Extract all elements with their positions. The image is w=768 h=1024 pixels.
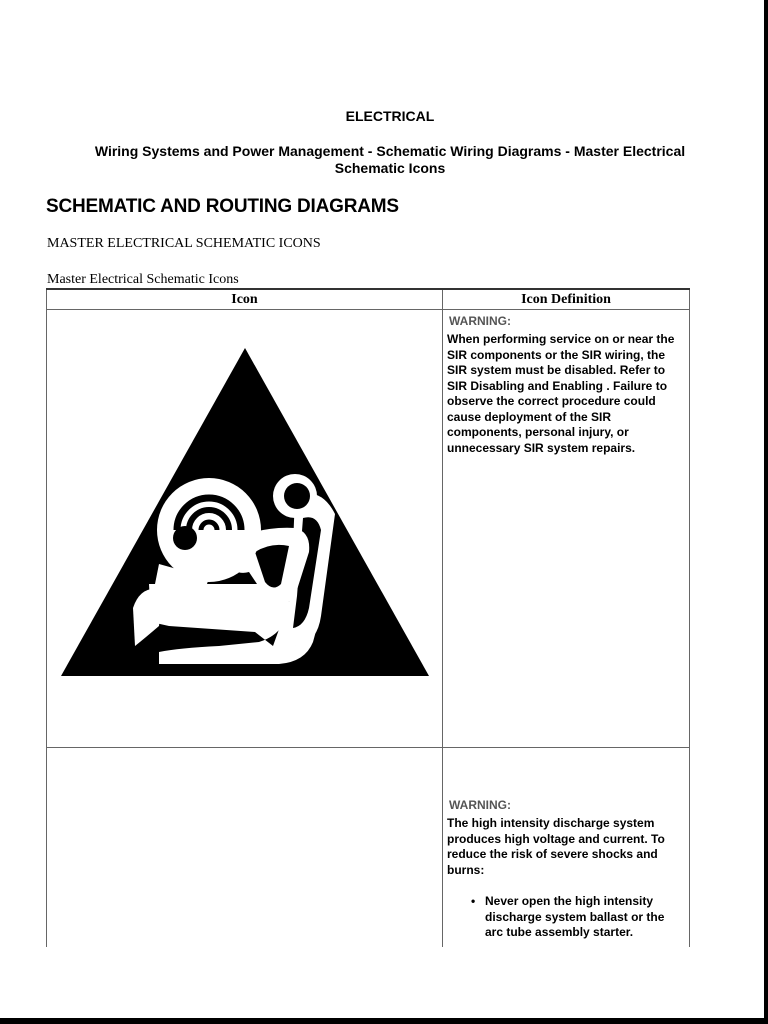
page-title: SCHEMATIC AND ROUTING DIAGRAMS — [46, 196, 399, 217]
icon-table — [46, 288, 690, 947]
list-item: • Never open the high intensity discharge system ballast or the arc tube assembly starter. — [485, 894, 685, 941]
breadcrumb: Wiring Systems and Power Management - Schematic Wiring Diagrams - Master Electrical Schematic Icons — [94, 143, 686, 176]
bullet-list — [447, 894, 685, 941]
table-title: Master Electrical Schematic Icons — [47, 272, 239, 287]
warning-label: WARNING: — [449, 314, 511, 328]
column-header-definition: Icon Definition — [443, 289, 690, 310]
definition-text: The high intensity discharge system produces high voltage and current. To reduce the risk of severe shocks and burns: — [447, 816, 665, 877]
definition-cell — [443, 310, 690, 748]
sir-airbag-warning-icon — [59, 346, 431, 680]
icon-cell — [47, 748, 443, 947]
table-row — [47, 310, 690, 748]
table-row — [47, 748, 690, 947]
definition-cell — [443, 748, 690, 947]
table-header-row — [47, 289, 690, 310]
section-subtitle: MASTER ELECTRICAL SCHEMATIC ICONS — [47, 236, 321, 251]
column-header-icon: Icon — [47, 289, 443, 310]
definition-text: When performing service on or near the SIR components or the SIR wiring, the SIR system must be disabled. Refer to SIR Disabling and Enabling . Failure to observe the correct procedure could cause deployment of the SIR components, personal injury, or unnecessary SIR system repairs. — [447, 332, 675, 455]
icon-cell — [47, 310, 443, 748]
warning-label: WARNING: — [449, 798, 511, 812]
section-label: ELECTRICAL — [345, 108, 435, 124]
